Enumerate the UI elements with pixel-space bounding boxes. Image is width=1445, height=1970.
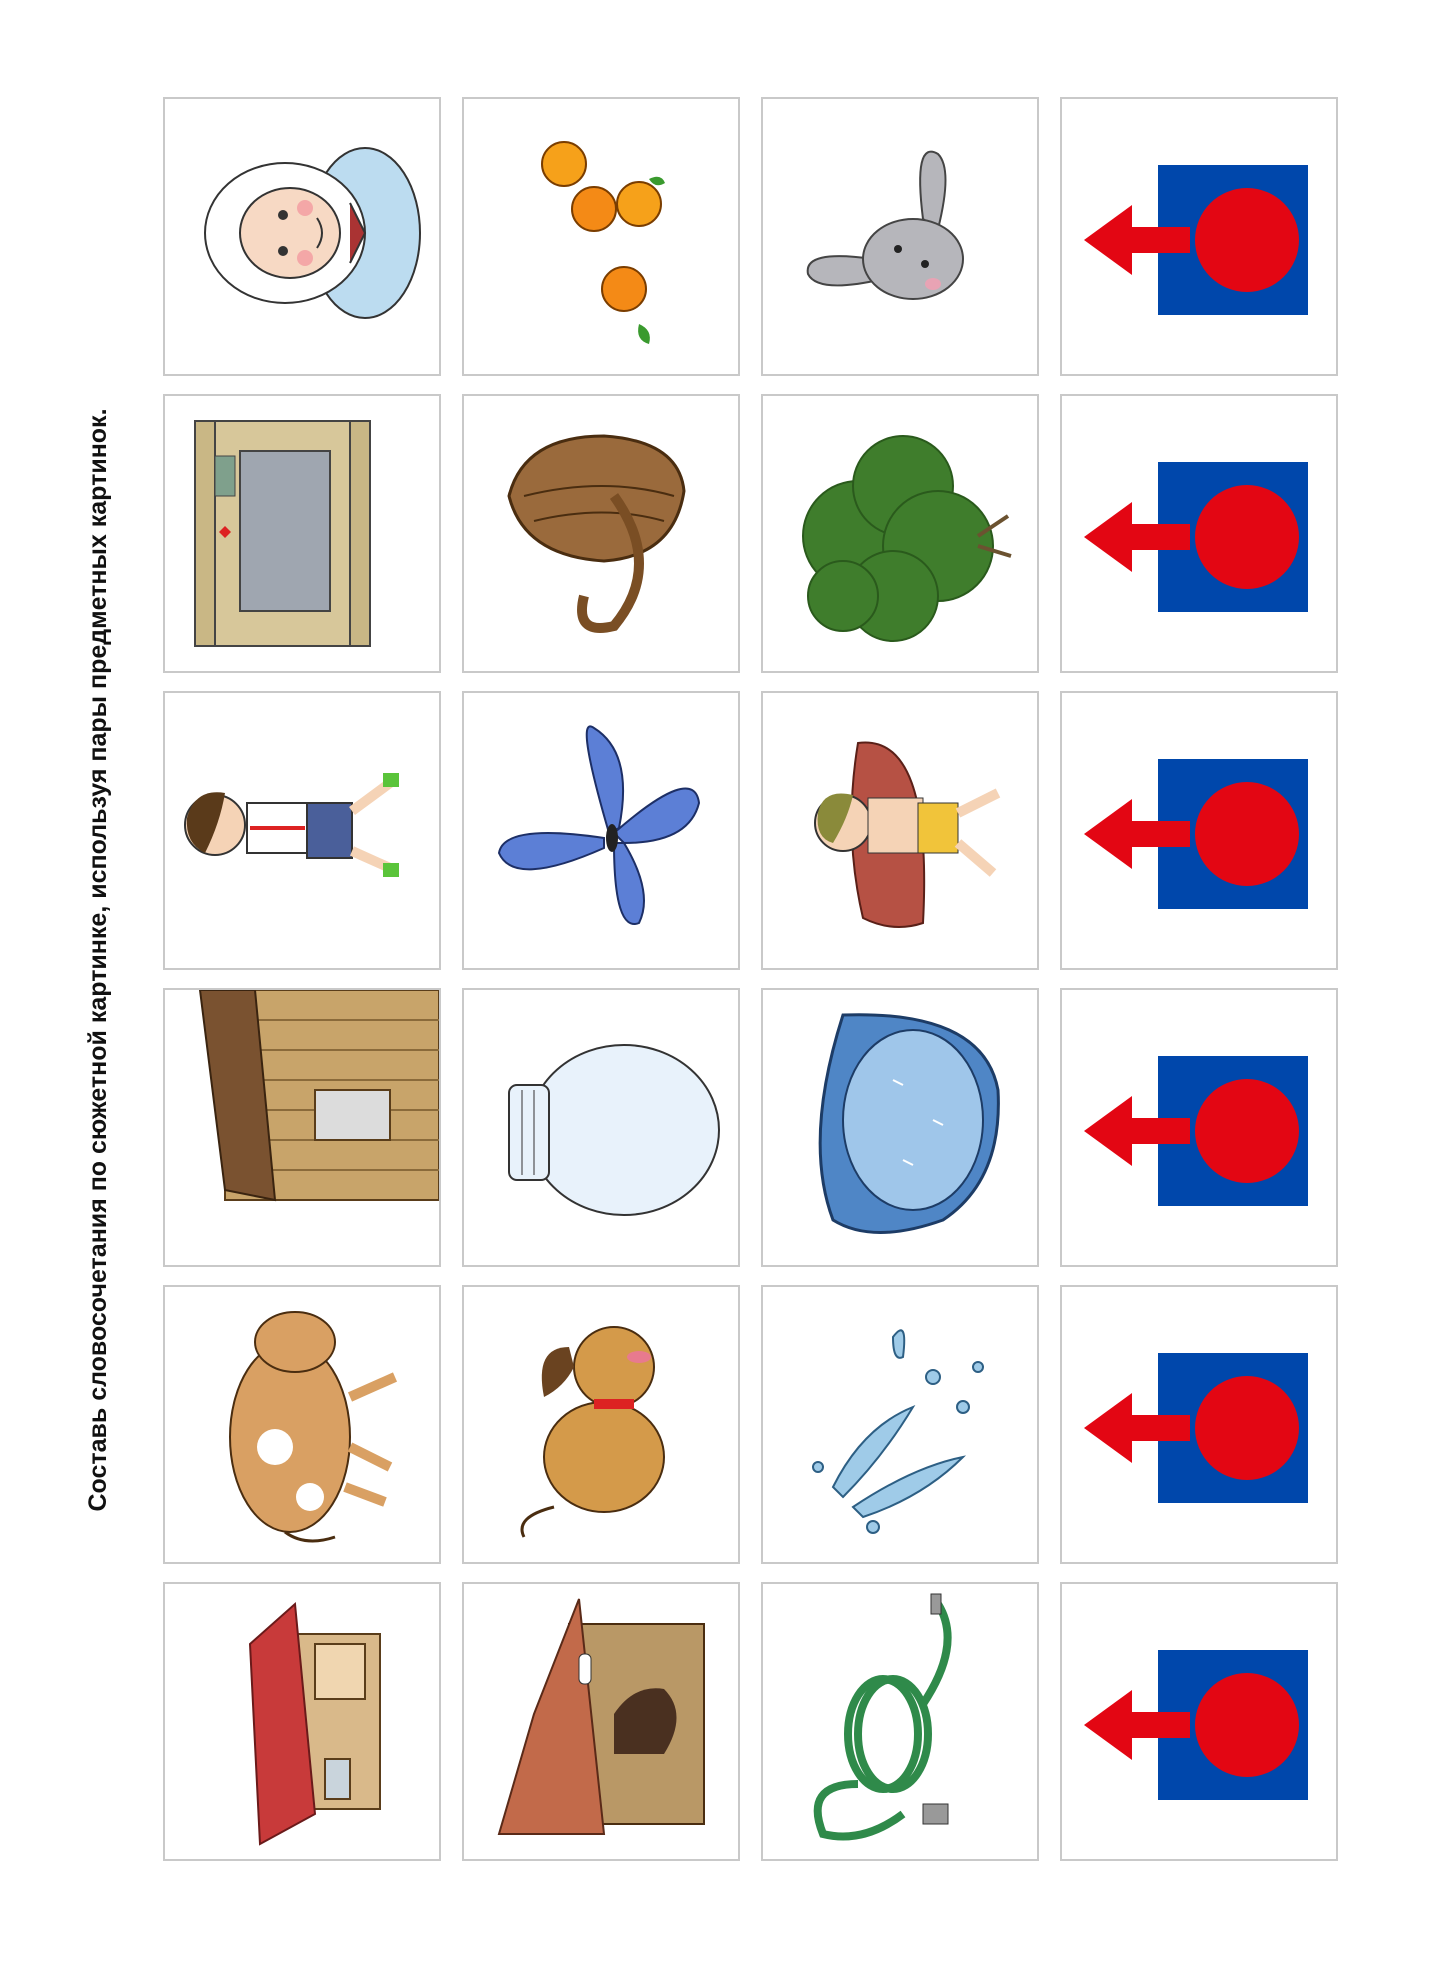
basin-icon [763,990,1037,1265]
bush-icon [763,396,1037,671]
card-puppy[interactable] [462,1285,740,1564]
window-icon [165,396,439,671]
pair-symbol-icon [1062,693,1336,968]
card-bush[interactable] [761,394,1039,673]
card-basin[interactable] [761,988,1039,1267]
water-splash-icon [763,1287,1037,1562]
bunny-icon [763,99,1037,374]
card-cow[interactable] [163,1285,441,1564]
card-bunny[interactable] [761,97,1039,376]
basket-icon [464,396,738,671]
card-pair-symbol[interactable] [1060,97,1338,376]
card-jar[interactable] [462,988,740,1267]
pair-symbol-icon [1062,1287,1336,1562]
jar-icon [464,990,738,1265]
card-apples[interactable] [462,97,740,376]
card-bathhouse[interactable] [163,988,441,1267]
hose-icon [763,1584,1037,1859]
card-hose[interactable] [761,1582,1039,1861]
grandmother-icon [165,99,439,374]
card-water-splash[interactable] [761,1285,1039,1564]
card-window[interactable] [163,394,441,673]
card-butterfly[interactable] [462,691,740,970]
card-pair-symbol[interactable] [1060,1285,1338,1564]
picture-grid [163,97,1339,1863]
card-grandmother[interactable] [163,97,441,376]
pair-symbol-icon [1062,990,1336,1265]
apples-icon [464,99,738,374]
card-pair-symbol[interactable] [1060,394,1338,673]
boy-towel-icon [763,693,1037,968]
barn-icon [165,1584,439,1859]
cow-icon [165,1287,439,1562]
card-pair-symbol[interactable] [1060,691,1338,970]
card-boy[interactable] [163,691,441,970]
card-barn[interactable] [163,1582,441,1861]
instruction-text: Составь словосочетания по сюжетной картинке, используя пары предметных картинок. [84,408,112,1512]
card-doghouse[interactable] [462,1582,740,1861]
card-pair-symbol[interactable] [1060,1582,1338,1861]
card-boy-towel[interactable] [761,691,1039,970]
puppy-icon [464,1287,738,1562]
pair-symbol-icon [1062,99,1336,374]
card-pair-symbol[interactable] [1060,988,1338,1267]
boy-icon [165,693,439,968]
pair-symbol-icon [1062,396,1336,671]
doghouse-icon [464,1584,738,1859]
bathhouse-icon [165,990,439,1265]
pair-symbol-icon [1062,1584,1336,1859]
card-basket[interactable] [462,394,740,673]
butterfly-icon [464,693,738,968]
